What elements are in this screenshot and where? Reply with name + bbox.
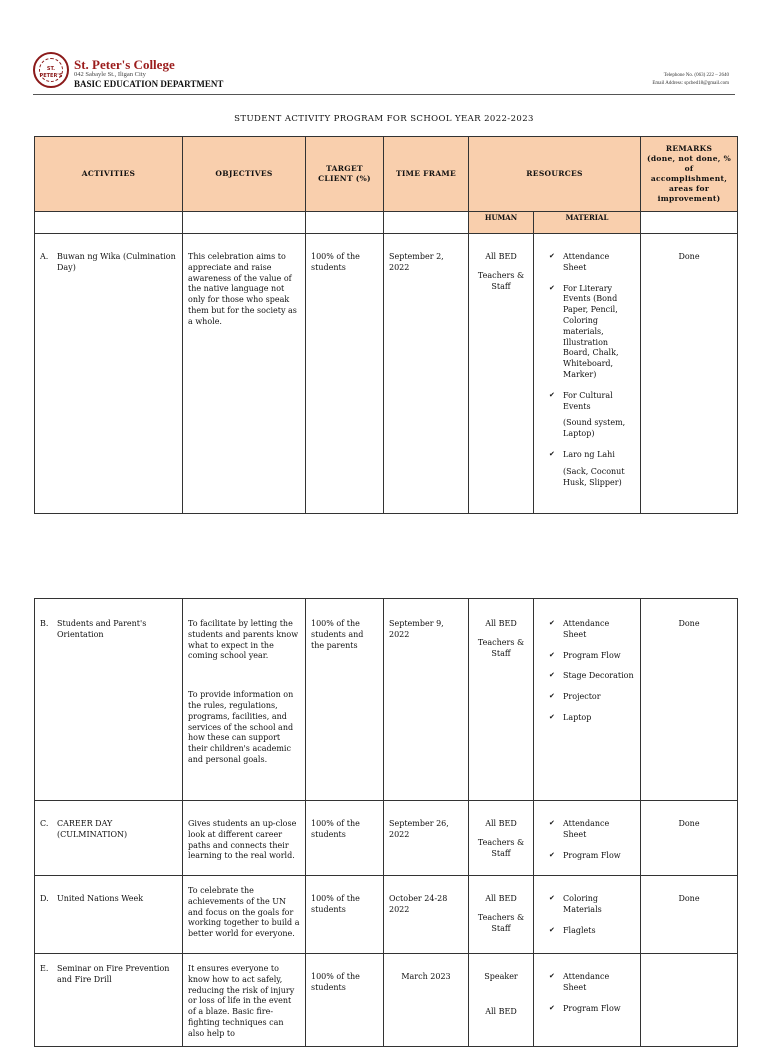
material-item: ✔ For Cultural Events [549, 391, 635, 413]
target-cell: 100% of the students [306, 801, 384, 876]
time-frame-cell: September 2, 2022 [384, 234, 469, 514]
objectives-cell: To facilitate by letting the students and parents know what to expect in the coming school year. To provide information on the rules, regulations, programs, facilities, and services of the school and how these can support their children's academic and personal goals. [183, 599, 306, 801]
seal-text: ST. PETER'S [39, 66, 63, 79]
col-objectives: OBJECTIVES [183, 137, 306, 212]
material-sub: (Sound system, Laptop) [563, 418, 626, 439]
material-item: ✔ Stage Decoration [549, 671, 635, 682]
contact-info [652, 72, 729, 87]
remarks-title: REMARKS [665, 143, 713, 153]
table-row [35, 801, 738, 876]
activity-name: D. United Nations Week [40, 894, 144, 903]
material-item: ✔ Program Flow [549, 851, 635, 862]
human-resources-cell: All BED Teachers & Staff [469, 876, 534, 954]
college-seal-logo [33, 52, 69, 88]
table-row [35, 234, 738, 514]
activity-name: C. CAREER DAY (CULMINATION) [40, 819, 128, 839]
remarks-cell: Done [641, 801, 738, 876]
material-item: ✔ Projector [549, 692, 635, 703]
activity-name: B. Students and Parent's Orientation [40, 619, 147, 639]
college-address: 042 Sabayle St., Iligan City [74, 71, 146, 78]
activity-table-page-1 [34, 136, 738, 514]
material-item: ✔ Laro ng Lahi [549, 450, 635, 461]
material-resources-cell [534, 801, 641, 876]
email-address: Email Address: spcbed18@gmail.com [652, 80, 729, 86]
objectives-cell: This celebration aims to appreciate and raise awareness of the value of the native language not only for those who speak them but for the society as a whole. [183, 234, 306, 514]
remarks-cell: Done [641, 599, 738, 801]
col-activities: ACTIVITIES [35, 137, 183, 212]
col-target: TARGET CLIENT (%) [306, 137, 384, 212]
target-cell: 100% of the students [306, 876, 384, 954]
col-resources: RESOURCES [469, 137, 641, 212]
col-remarks [641, 137, 738, 212]
objectives-cell: To celebrate the achievements of the UN and focus on the goals for working together to build a better world for everyone. [183, 876, 306, 954]
material-item: ✔ Program Flow [549, 651, 635, 662]
col-human: HUMAN [469, 212, 534, 234]
remarks-cell: Done [641, 876, 738, 954]
col-time-frame: TIME FRAME [384, 137, 469, 212]
material-item: ✔ Attendance Sheet [549, 819, 635, 841]
table-row [35, 599, 738, 801]
table-row [35, 876, 738, 954]
material-resources-cell [534, 234, 641, 514]
objectives-cell: It ensures everyone to know how to act safely, reducing the risk of injury or loss of life in the event of a blaze. Basic fire-fighting techniques can also help to [183, 954, 306, 1047]
human-resources-cell: All BED Teachers & Staff [469, 599, 534, 801]
time-frame-cell: September 26, 2022 [384, 801, 469, 876]
document-title: STUDENT ACTIVITY PROGRAM FOR SCHOOL YEAR 2022-2023 [234, 114, 534, 124]
target-cell: 100% of the students [306, 954, 384, 1047]
material-item: ✔ Flaglets [549, 926, 635, 937]
material-item: ✔ For Literary Events (Bond Paper, Pencil, Coloring materials, Illustration Board, Chalk, Whiteboard, Marker) [549, 284, 635, 381]
activity-name: E. Seminar on Fire Prevention and Fire Drill [40, 964, 170, 984]
phone-number: Telephone No. (063) 222 – 2640 [663, 73, 729, 78]
material-item: ✔ Laptop [549, 713, 635, 724]
material-resources-cell [534, 599, 641, 801]
header-row [35, 137, 738, 212]
material-sub: (Sack, Coconut Husk, Slipper) [563, 466, 625, 487]
target-cell: 100% of the students [306, 234, 384, 514]
material-resources-cell [534, 876, 641, 954]
time-frame-cell: October 24-28 2022 [384, 876, 469, 954]
activity-table-page-2 [34, 598, 738, 1047]
human-resources-cell: All BED Teachers & Staff [469, 801, 534, 876]
remarks-subtitle: (done, not done, % of accomplishment, areas for improvement) [647, 153, 732, 204]
material-resources-cell [534, 954, 641, 1047]
material-item: ✔ Coloring Materials [549, 894, 635, 916]
material-item: ✔ Attendance Sheet [549, 619, 635, 641]
human-resources-cell: Speaker All BED [469, 954, 534, 1047]
department-name: BASIC EDUCATION DEPARTMENT [74, 79, 224, 89]
letterhead [33, 52, 735, 95]
remarks-cell: Done [641, 234, 738, 514]
remarks-cell [641, 954, 738, 1047]
time-frame-cell: September 9, 2022 [384, 599, 469, 801]
col-material: MATERIAL [534, 212, 641, 234]
material-item: ✔ Attendance Sheet [549, 972, 635, 994]
objectives-cell: Gives students an up-close look at different career paths and connects their learning to the real world. [183, 801, 306, 876]
target-cell: 100% of the students and the parents [306, 599, 384, 801]
time-frame-cell: March 2023 [384, 954, 469, 1047]
activity-name: A. Buwan ng Wika (Culmination Day) [40, 252, 176, 272]
table-row [35, 954, 738, 1047]
college-name: St. Peter's College [74, 57, 175, 72]
human-resources-cell: All BED Teachers & Staff [469, 234, 534, 514]
subheader-row [35, 212, 738, 234]
material-item: ✔ Program Flow [549, 1004, 635, 1015]
material-item: ✔ Attendance Sheet [549, 252, 635, 274]
